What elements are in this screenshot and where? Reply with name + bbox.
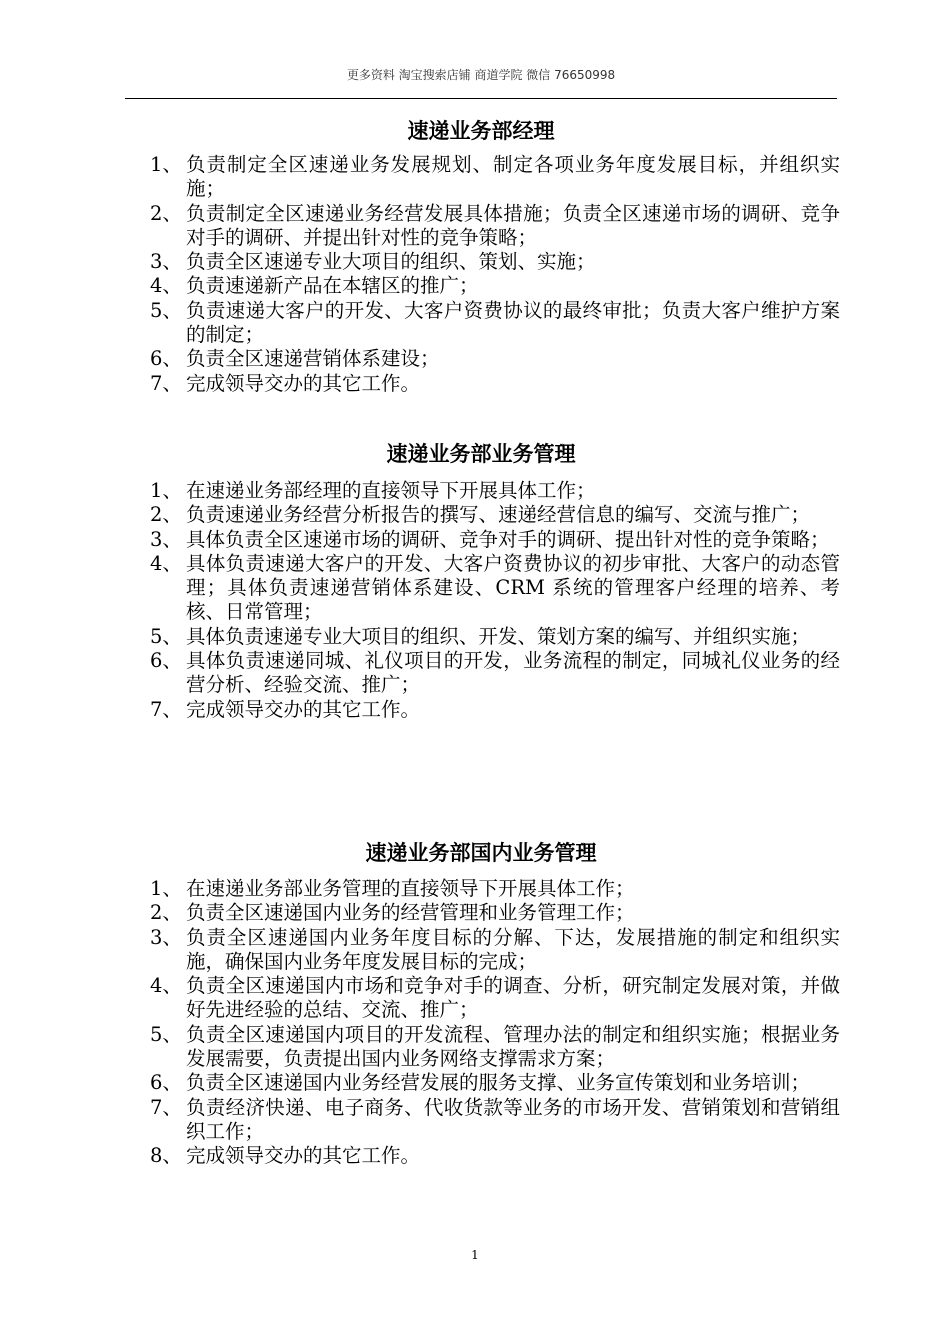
- item-number: 8、: [150, 1144, 182, 1168]
- item-text: 负责全区速递国内项目的开发流程、管理办法的制定和组织实施；根据业务发展需要，负责提出国内业务网络支撑需求方案；: [186, 1022, 840, 1071]
- section-title: 速递业务部业务管理: [386, 442, 576, 466]
- item-number: 2、: [150, 901, 182, 925]
- list-item: [150, 649, 840, 698]
- item-number: 6、: [150, 347, 182, 371]
- list-item: [150, 153, 840, 202]
- list-item: [150, 552, 840, 625]
- item-number: 4、: [150, 551, 182, 575]
- item-text: 负责全区速递国内业务年度目标的分解、下达，发展措施的制定和组织实施，确保国内业务年度发展目标的完成；: [186, 925, 840, 973]
- item-number: 2、: [150, 503, 182, 527]
- item-number: 1、: [150, 479, 182, 502]
- item-text: 完成领导交办的其它工作。: [186, 1144, 421, 1168]
- list-item: [150, 877, 840, 901]
- item-number: 1、: [150, 153, 182, 176]
- item-number: 5、: [150, 298, 182, 322]
- list-item: [150, 698, 840, 722]
- list-item: [150, 1071, 840, 1095]
- item-number: 2、: [150, 201, 182, 225]
- list-item: [150, 503, 840, 527]
- item-text: 具体负责速递同城、礼仪项目的开发，业务流程的制定，同城礼仪业务的经营分析、经验交流、推广；: [186, 649, 840, 697]
- list-item: [150, 274, 840, 298]
- item-text: 在速递业务部经理的直接领导下开展具体工作；: [186, 479, 596, 502]
- item-number: 3、: [150, 925, 182, 949]
- item-text: 负责全区速递营销体系建设；: [186, 347, 440, 371]
- item-text: 具体负责速递大客户的开发、大客户资费协议的初步审批、大客户的动态管理；具体负责速递营销体系建设、CRM 系统的管理客户经理的培养、考核、日常管理；: [186, 551, 840, 624]
- duty-list: [150, 877, 840, 1169]
- item-text: 完成领导交办的其它工作。: [186, 697, 421, 721]
- item-number: 1、: [150, 877, 182, 900]
- item-text: 完成领导交办的其它工作。: [186, 371, 421, 395]
- page-number: 1: [471, 1248, 479, 1262]
- item-text: 负责经济快递、电子商务、代收货款等业务的市场开发、营销策划和营销组织工作；: [186, 1095, 840, 1143]
- item-text: 负责制定全区速递业务发展规划、制定各项业务年度发展目标，并组织实施；: [186, 153, 840, 201]
- page-header: 更多资料 淘宝搜索店铺 商道学院 微信 76650998: [346, 68, 616, 82]
- list-item: [150, 372, 840, 396]
- item-number: 5、: [150, 624, 182, 648]
- item-text: 负责全区速递专业大项目的组织、策划、实施；: [186, 250, 596, 274]
- item-number: 6、: [150, 649, 182, 673]
- item-number: 7、: [150, 697, 182, 721]
- list-item: [150, 926, 840, 975]
- list-item: [150, 625, 840, 649]
- item-text: 具体负责速递专业大项目的组织、开发、策划方案的编写、并组织实施；: [186, 624, 811, 648]
- item-number: 6、: [150, 1071, 182, 1095]
- item-text: 负责制定全区速递业务经营发展具体措施；负责全区速递市场的调研、竞争对手的调研、并提出针对性的竞争策略；: [186, 201, 840, 249]
- list-item: [150, 1096, 840, 1145]
- list-item: [150, 974, 840, 1023]
- list-item: [150, 250, 840, 274]
- item-number: 3、: [150, 527, 182, 551]
- item-number: 3、: [150, 250, 182, 274]
- item-text: 负责速递新产品在本辖区的推广；: [186, 274, 479, 298]
- section-title: 速递业务部国内业务管理: [365, 841, 597, 865]
- list-item: [150, 347, 840, 371]
- item-text: 负责速递大客户的开发、大客户资费协议的最终审批；负责大客户维护方案的制定；: [186, 298, 840, 347]
- header-divider: [125, 98, 837, 99]
- duty-list: [150, 479, 840, 722]
- list-item: [150, 528, 840, 552]
- item-number: 4、: [150, 974, 182, 998]
- list-item: [150, 901, 840, 925]
- list-item: [150, 479, 840, 503]
- item-text: 负责全区速递国内市场和竞争对手的调查、分析，研究制定发展对策，并做好先进经验的总结、交流、推广；: [186, 974, 840, 1022]
- item-text: 负责全区速递国内业务的经营管理和业务管理工作；: [186, 901, 635, 925]
- item-text: 在速递业务部业务管理的直接领导下开展具体工作；: [186, 877, 635, 900]
- list-item: [150, 1144, 840, 1168]
- item-text: 负责速递业务经营分析报告的撰写、速递经营信息的编写、交流与推广；: [186, 503, 811, 527]
- section-title: 速递业务部经理: [407, 119, 555, 143]
- list-item: [150, 1023, 840, 1072]
- item-number: 7、: [150, 371, 182, 395]
- item-text: 负责全区速递国内业务经营发展的服务支撑、业务宣传策划和业务培训；: [186, 1071, 811, 1095]
- list-item: [150, 202, 840, 251]
- item-number: 7、: [150, 1095, 182, 1119]
- item-number: 5、: [150, 1022, 182, 1046]
- item-number: 4、: [150, 274, 182, 298]
- list-item: [150, 299, 840, 348]
- duty-list: [150, 153, 840, 396]
- item-text: 具体负责全区速递市场的调研、竞争对手的调研、提出针对性的竞争策略；: [186, 527, 830, 551]
